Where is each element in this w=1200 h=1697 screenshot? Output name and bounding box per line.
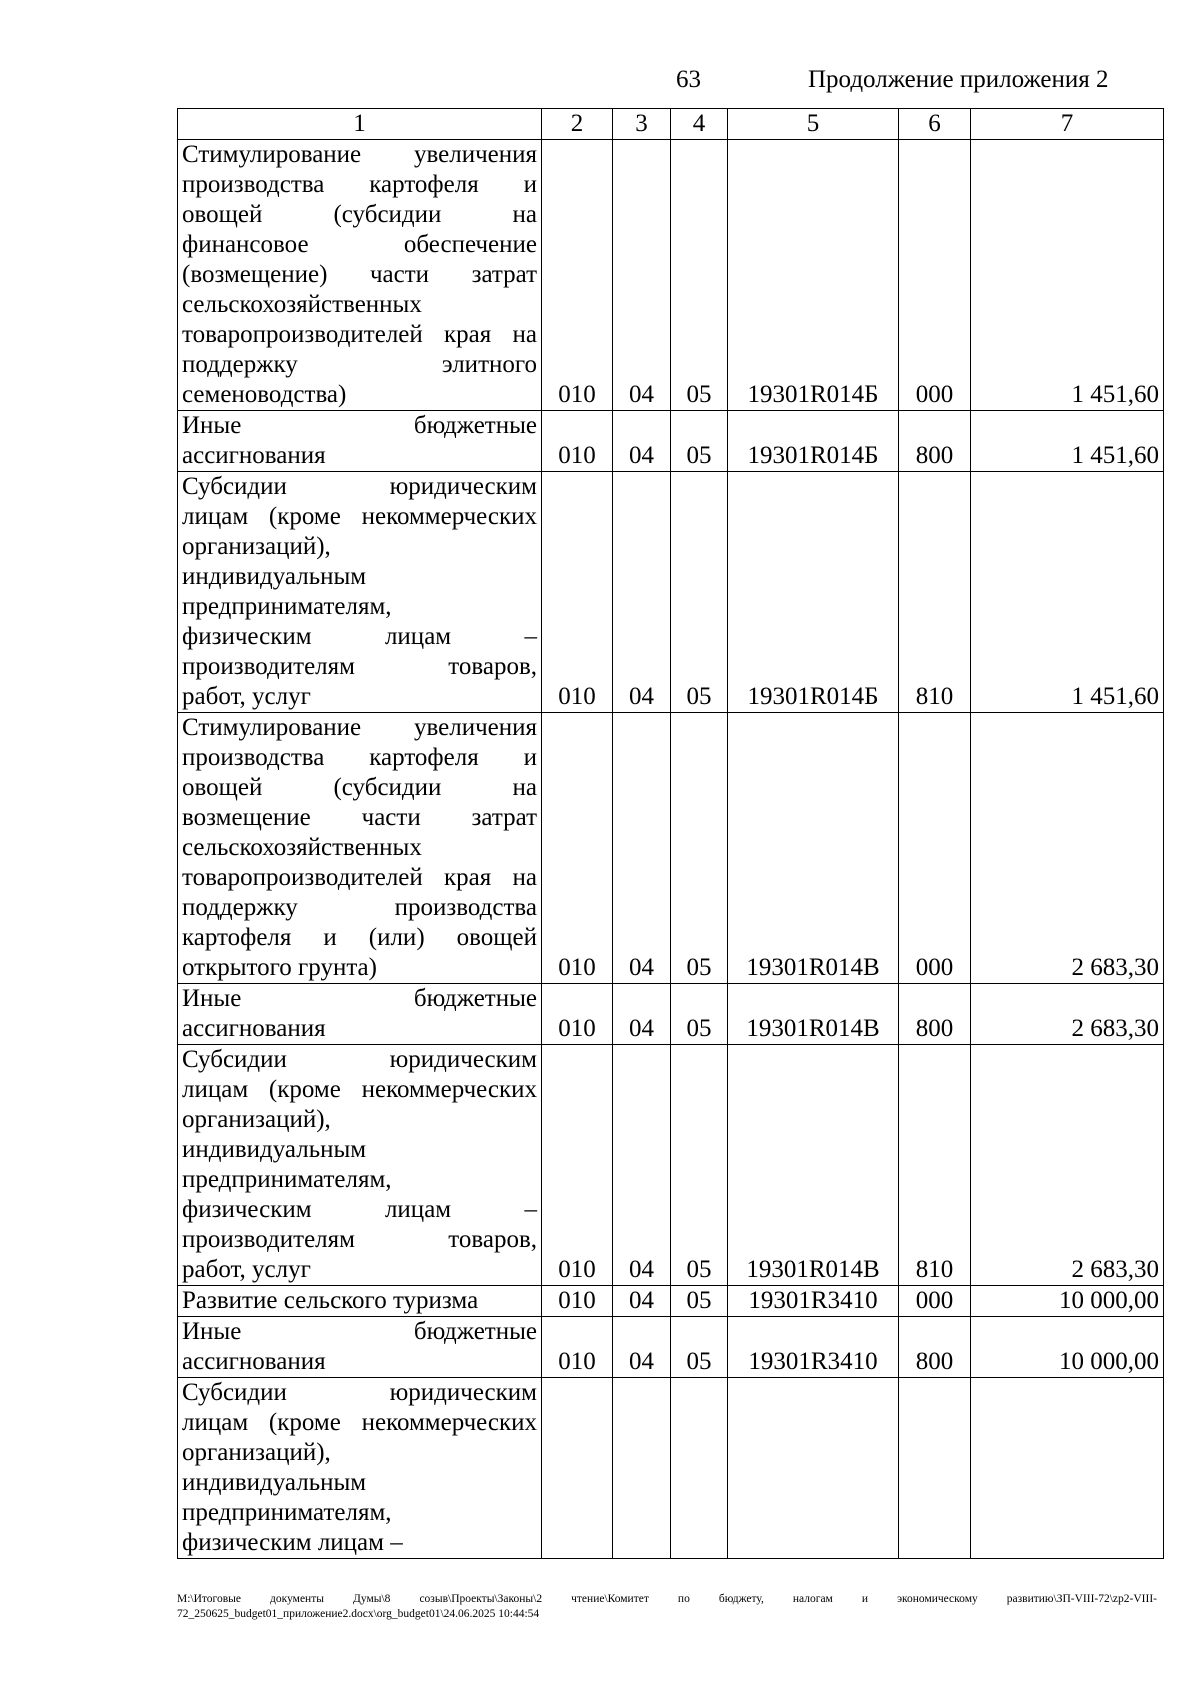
description-line: Субсидии юридическим <box>182 473 537 500</box>
table-row <box>178 472 1164 713</box>
expenditure-description <box>178 411 542 472</box>
expense-type-code: 800 <box>899 1317 971 1378</box>
column-number-header: 4 <box>671 109 728 140</box>
description-line: сельскохозяйственных <box>182 291 422 318</box>
table-row <box>178 1045 1164 1286</box>
ministry-code: 010 <box>542 411 613 472</box>
table-row <box>178 1378 1164 1559</box>
table-header-row <box>178 109 1164 140</box>
subsection-code: 05 <box>671 984 728 1045</box>
ministry-code: 010 <box>542 1286 613 1317</box>
expense-type-code: 800 <box>899 984 971 1045</box>
section-code: 04 <box>613 1045 671 1286</box>
target-article-code: 19301R014Б <box>728 472 899 713</box>
section-code: 04 <box>613 411 671 472</box>
table-row <box>178 140 1164 411</box>
expense-type-code: 000 <box>899 140 971 411</box>
description-line: поддержку производства <box>182 894 537 921</box>
expenditure-description <box>178 984 542 1045</box>
target-article-code <box>728 1378 899 1559</box>
ministry-code: 010 <box>542 1317 613 1378</box>
column-number-header: 5 <box>728 109 899 140</box>
description-line: картофеля и (или) овощей <box>182 924 537 951</box>
expenditure-description <box>178 1045 542 1286</box>
section-code <box>613 1378 671 1559</box>
description-line: производства картофеля и <box>182 171 537 198</box>
description-line: возмещение части затрат <box>182 804 537 831</box>
description-line: товаропроизводителей края на <box>182 864 537 891</box>
column-number-header: 2 <box>542 109 613 140</box>
description-line: Развитие сельского туризма <box>182 1287 479 1314</box>
ministry-code: 010 <box>542 984 613 1045</box>
subsection-code: 05 <box>671 411 728 472</box>
target-article-code: 19301R014В <box>728 713 899 984</box>
expenditure-description <box>178 140 542 411</box>
column-number-header: 3 <box>613 109 671 140</box>
subsection-code: 05 <box>671 713 728 984</box>
ministry-code: 010 <box>542 713 613 984</box>
section-code: 04 <box>613 1286 671 1317</box>
table-row <box>178 411 1164 472</box>
amount: 1 451,60 <box>971 140 1164 411</box>
description-line: лицам (кроме некоммерческих <box>182 1076 537 1103</box>
section-code: 04 <box>613 713 671 984</box>
appendix-continuation-title: Продолжение приложения 2 <box>808 66 1109 93</box>
table-row <box>178 984 1164 1045</box>
subsection-code: 05 <box>671 1045 728 1286</box>
description-line: производства картофеля и <box>182 744 537 771</box>
description-line: Стимулирование увеличения <box>182 714 537 741</box>
expenditure-description <box>178 713 542 984</box>
section-code: 04 <box>613 140 671 411</box>
ministry-code: 010 <box>542 1045 613 1286</box>
amount: 1 451,60 <box>971 411 1164 472</box>
expenditure-description <box>178 1378 542 1559</box>
description-line: физическим лицам – <box>182 1196 537 1223</box>
description-line: лицам (кроме некоммерческих <box>182 1409 537 1436</box>
description-line: Стимулирование увеличения <box>182 141 537 168</box>
description-line: товаропроизводителей края на <box>182 321 537 348</box>
target-article-code: 19301R014Б <box>728 140 899 411</box>
description-line: ассигнования <box>182 442 326 469</box>
target-article-code: 19301R3410 <box>728 1317 899 1378</box>
subsection-code: 05 <box>671 140 728 411</box>
amount <box>971 1378 1164 1559</box>
description-line: работ, услуг <box>182 683 311 710</box>
description-line: предпринимателям, <box>182 1499 392 1526</box>
amount: 10 000,00 <box>971 1286 1164 1317</box>
ministry-code: 010 <box>542 472 613 713</box>
description-line: производителям товаров, <box>182 653 537 680</box>
subsection-code: 05 <box>671 1286 728 1317</box>
description-line: Иные бюджетные <box>182 985 537 1012</box>
description-line: физическим лицам – <box>182 623 537 650</box>
expense-type-code <box>899 1378 971 1559</box>
amount: 10 000,00 <box>971 1317 1164 1378</box>
description-line: индивидуальным <box>182 1136 367 1163</box>
column-number-header: 6 <box>899 109 971 140</box>
column-number-header: 1 <box>178 109 542 140</box>
description-line: Субсидии юридическим <box>182 1379 537 1406</box>
target-article-code: 19301R014В <box>728 1045 899 1286</box>
page-number: 63 <box>676 66 701 93</box>
expense-type-code: 000 <box>899 713 971 984</box>
section-code: 04 <box>613 984 671 1045</box>
amount: 2 683,30 <box>971 713 1164 984</box>
description-line: поддержку элитного <box>182 351 537 378</box>
description-line: Иные бюджетные <box>182 412 537 439</box>
description-line: семеноводства) <box>182 381 347 408</box>
table-row <box>178 1286 1164 1317</box>
column-number-header: 7 <box>971 109 1164 140</box>
expense-type-code: 000 <box>899 1286 971 1317</box>
description-line: Субсидии юридическим <box>182 1046 537 1073</box>
expense-type-code: 810 <box>899 472 971 713</box>
description-line: (возмещение) части затрат <box>182 261 537 288</box>
description-line: физическим лицам – <box>182 1529 403 1556</box>
amount: 2 683,30 <box>971 1045 1164 1286</box>
table-row <box>178 1317 1164 1378</box>
description-line: предпринимателям, <box>182 593 392 620</box>
document-path-footer: M:\Итоговые документы Думы\8 созыв\Проекты\Законы\2 чтение\Комитет по бюджету, налогам и экономическому развитию\ЗП-VIII-72\zp2-VIII-72_250625_budget01_приложение2.docx\org_budget01\24.06.2025 10:44:54 <box>177 1593 1157 1620</box>
description-line: финансовое обеспечение <box>182 231 537 258</box>
expenditure-description <box>178 472 542 713</box>
description-line: предпринимателям, <box>182 1166 392 1193</box>
description-line: организаций), <box>182 1439 331 1466</box>
target-article-code: 19301R014Б <box>728 411 899 472</box>
section-code: 04 <box>613 472 671 713</box>
target-article-code: 19301R014В <box>728 984 899 1045</box>
ministry-code: 010 <box>542 140 613 411</box>
description-line: организаций), <box>182 533 331 560</box>
target-article-code: 19301R3410 <box>728 1286 899 1317</box>
ministry-code <box>542 1378 613 1559</box>
description-line: сельскохозяйственных <box>182 834 422 861</box>
amount: 1 451,60 <box>971 472 1164 713</box>
amount: 2 683,30 <box>971 984 1164 1045</box>
description-line: организаций), <box>182 1106 331 1133</box>
description-line: производителям товаров, <box>182 1226 537 1253</box>
expense-type-code: 800 <box>899 411 971 472</box>
description-line: овощей (субсидии на <box>182 201 537 228</box>
table-row <box>178 713 1164 984</box>
description-line: индивидуальным <box>182 563 367 590</box>
expense-type-code: 810 <box>899 1045 971 1286</box>
section-code: 04 <box>613 1317 671 1378</box>
expenditure-description <box>178 1317 542 1378</box>
description-line: ассигнования <box>182 1015 326 1042</box>
description-line: индивидуальным <box>182 1469 367 1496</box>
expenditure-description <box>178 1286 542 1317</box>
description-line: овощей (субсидии на <box>182 774 537 801</box>
description-line: работ, услуг <box>182 1256 311 1283</box>
subsection-code: 05 <box>671 1317 728 1378</box>
budget-table <box>177 108 1164 1559</box>
description-line: лицам (кроме некоммерческих <box>182 503 537 530</box>
subsection-code <box>671 1378 728 1559</box>
subsection-code: 05 <box>671 472 728 713</box>
description-line: Иные бюджетные <box>182 1318 537 1345</box>
description-line: ассигнования <box>182 1348 326 1375</box>
description-line: открытого грунта) <box>182 954 377 981</box>
